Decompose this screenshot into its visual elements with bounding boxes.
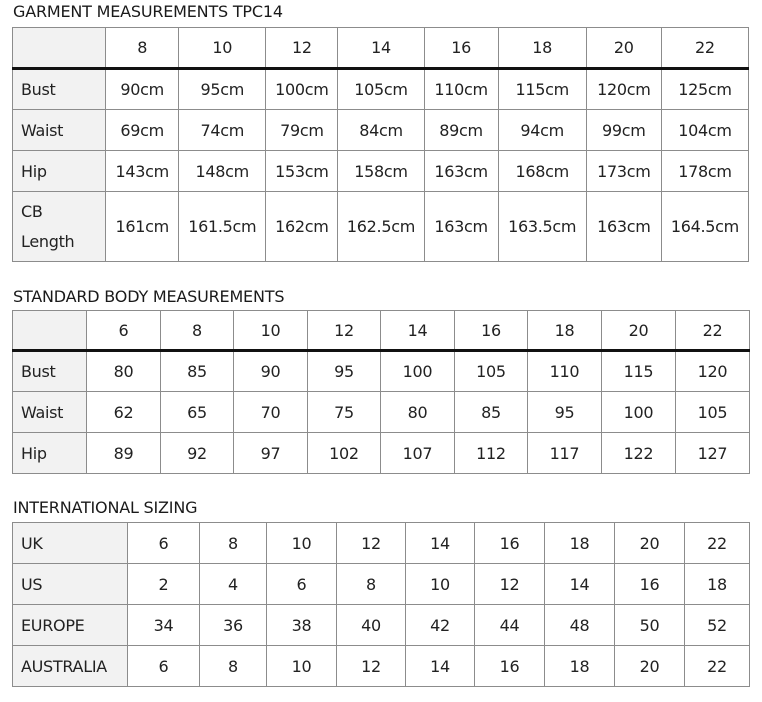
- value-cell: 89: [87, 433, 161, 474]
- row-label-line: CB: [21, 201, 43, 221]
- value-cell: 75: [308, 392, 381, 433]
- value-cell: 80: [381, 392, 455, 433]
- size-header: 22: [676, 311, 750, 351]
- value-cell: 80: [87, 351, 161, 392]
- international-sizing-table: [12, 522, 750, 687]
- value-cell: 92: [161, 433, 234, 474]
- value-cell: 4: [200, 564, 267, 605]
- value-cell: 153cm: [266, 151, 338, 192]
- size-header: 14: [338, 28, 424, 69]
- row-label-hip: Hip: [13, 433, 87, 474]
- table-row: [13, 151, 749, 192]
- value-cell: 115: [602, 351, 676, 392]
- value-cell: 69cm: [106, 110, 179, 151]
- row-label-us: US: [13, 564, 128, 605]
- table-row: [13, 392, 750, 433]
- size-header: 12: [266, 28, 338, 69]
- value-cell: 6: [128, 646, 200, 687]
- value-cell: 90: [234, 351, 308, 392]
- value-cell: 10: [267, 523, 337, 564]
- value-cell: 110: [528, 351, 602, 392]
- value-cell: 12: [337, 523, 406, 564]
- value-cell: 14: [406, 523, 475, 564]
- value-cell: 125cm: [661, 69, 748, 110]
- row-label-bust: Bust: [13, 69, 106, 110]
- value-cell: 127: [676, 433, 750, 474]
- value-cell: 163cm: [586, 192, 661, 262]
- value-cell: 20: [615, 523, 685, 564]
- table-row: [13, 605, 750, 646]
- size-header: 16: [424, 28, 498, 69]
- value-cell: 102: [308, 433, 381, 474]
- row-label-line: Length: [21, 231, 75, 251]
- row-label-hip: Hip: [13, 151, 106, 192]
- value-cell: 120cm: [586, 69, 661, 110]
- value-cell: 115cm: [498, 69, 586, 110]
- size-header: 12: [308, 311, 381, 351]
- value-cell: 104cm: [661, 110, 748, 151]
- value-cell: 84cm: [338, 110, 424, 151]
- size-header: 20: [586, 28, 661, 69]
- value-cell: 105: [455, 351, 528, 392]
- table-row: [13, 192, 749, 262]
- value-cell: 48: [545, 605, 615, 646]
- value-cell: 6: [128, 523, 200, 564]
- value-cell: 10: [267, 646, 337, 687]
- value-cell: 16: [615, 564, 685, 605]
- value-cell: 18: [685, 564, 750, 605]
- value-cell: 36: [200, 605, 267, 646]
- value-cell: 164.5cm: [661, 192, 748, 262]
- value-cell: 163cm: [424, 192, 498, 262]
- value-cell: 105cm: [338, 69, 424, 110]
- value-cell: 2: [128, 564, 200, 605]
- table-row: [13, 351, 750, 392]
- garment-measurements-table: [12, 27, 749, 262]
- size-header: 18: [498, 28, 586, 69]
- value-cell: 74cm: [179, 110, 266, 151]
- value-cell: 52: [685, 605, 750, 646]
- value-cell: 95: [308, 351, 381, 392]
- value-cell: 90cm: [106, 69, 179, 110]
- value-cell: 143cm: [106, 151, 179, 192]
- row-label-bust: Bust: [13, 351, 87, 392]
- value-cell: 44: [475, 605, 545, 646]
- international-sizing-title: INTERNATIONAL SIZING: [13, 498, 198, 517]
- value-cell: 95cm: [179, 69, 266, 110]
- value-cell: 14: [545, 564, 615, 605]
- value-cell: 161.5cm: [179, 192, 266, 262]
- value-cell: 120: [676, 351, 750, 392]
- value-cell: 20: [615, 646, 685, 687]
- value-cell: 38: [267, 605, 337, 646]
- value-cell: 85: [455, 392, 528, 433]
- row-label-cb-length: [13, 192, 106, 262]
- value-cell: 16: [475, 523, 545, 564]
- value-cell: 22: [685, 646, 750, 687]
- value-cell: 94cm: [498, 110, 586, 151]
- value-cell: 16: [475, 646, 545, 687]
- value-cell: 89cm: [424, 110, 498, 151]
- row-label-waist: Waist: [13, 392, 87, 433]
- value-cell: 8: [200, 646, 267, 687]
- value-cell: 6: [267, 564, 337, 605]
- size-header: 22: [661, 28, 748, 69]
- size-header: 8: [161, 311, 234, 351]
- row-label-uk: UK: [13, 523, 128, 564]
- value-cell: 105: [676, 392, 750, 433]
- value-cell: 99cm: [586, 110, 661, 151]
- value-cell: 112: [455, 433, 528, 474]
- standard-body-measurements-title: STANDARD BODY MEASUREMENTS: [13, 287, 285, 306]
- value-cell: 12: [337, 646, 406, 687]
- table-row: [13, 646, 750, 687]
- value-cell: 18: [545, 646, 615, 687]
- value-cell: 163.5cm: [498, 192, 586, 262]
- garment-measurements-title: GARMENT MEASUREMENTS TPC14: [13, 2, 283, 21]
- row-label-waist: Waist: [13, 110, 106, 151]
- value-cell: 173cm: [586, 151, 661, 192]
- table-row: [13, 69, 749, 110]
- size-header-row: [13, 311, 750, 351]
- value-cell: 85: [161, 351, 234, 392]
- row-label-australia: AUSTRALIA: [13, 646, 128, 687]
- corner-cell: [13, 28, 106, 69]
- value-cell: 97: [234, 433, 308, 474]
- value-cell: 22: [685, 523, 750, 564]
- value-cell: 168cm: [498, 151, 586, 192]
- value-cell: 12: [475, 564, 545, 605]
- table-row: [13, 433, 750, 474]
- size-header: 14: [381, 311, 455, 351]
- value-cell: 158cm: [338, 151, 424, 192]
- value-cell: 162cm: [266, 192, 338, 262]
- size-header: 18: [528, 311, 602, 351]
- size-header: 10: [234, 311, 308, 351]
- table-row: [13, 523, 750, 564]
- value-cell: 110cm: [424, 69, 498, 110]
- value-cell: 50: [615, 605, 685, 646]
- value-cell: 14: [406, 646, 475, 687]
- value-cell: 162.5cm: [338, 192, 424, 262]
- row-label-europe: EUROPE: [13, 605, 128, 646]
- size-header: 6: [87, 311, 161, 351]
- standard-body-measurements-table: [12, 310, 750, 474]
- value-cell: 117: [528, 433, 602, 474]
- value-cell: 178cm: [661, 151, 748, 192]
- table-row: [13, 564, 750, 605]
- size-header: 16: [455, 311, 528, 351]
- value-cell: 100: [602, 392, 676, 433]
- value-cell: 18: [545, 523, 615, 564]
- value-cell: 8: [337, 564, 406, 605]
- value-cell: 163cm: [424, 151, 498, 192]
- value-cell: 10: [406, 564, 475, 605]
- value-cell: 79cm: [266, 110, 338, 151]
- value-cell: 42: [406, 605, 475, 646]
- size-header-row: [13, 28, 749, 69]
- value-cell: 8: [200, 523, 267, 564]
- value-cell: 62: [87, 392, 161, 433]
- value-cell: 107: [381, 433, 455, 474]
- value-cell: 65: [161, 392, 234, 433]
- value-cell: 34: [128, 605, 200, 646]
- value-cell: 148cm: [179, 151, 266, 192]
- value-cell: 100cm: [266, 69, 338, 110]
- value-cell: 122: [602, 433, 676, 474]
- value-cell: 40: [337, 605, 406, 646]
- table-row: [13, 110, 749, 151]
- value-cell: 95: [528, 392, 602, 433]
- size-header: 20: [602, 311, 676, 351]
- value-cell: 70: [234, 392, 308, 433]
- corner-cell: [13, 311, 87, 351]
- value-cell: 100: [381, 351, 455, 392]
- size-header: 10: [179, 28, 266, 69]
- value-cell: 161cm: [106, 192, 179, 262]
- size-header: 8: [106, 28, 179, 69]
